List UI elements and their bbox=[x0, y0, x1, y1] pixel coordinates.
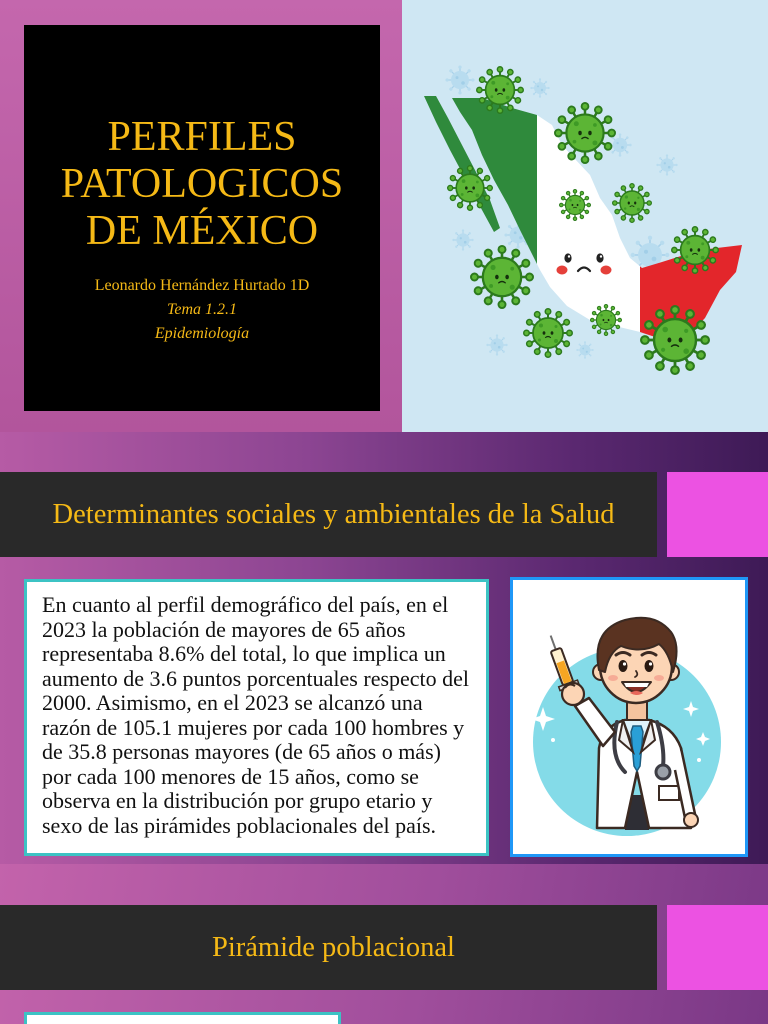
slide-3 bbox=[0, 864, 768, 1024]
subject-label: Epidemiología bbox=[154, 325, 250, 342]
mexico-virus-illustration bbox=[402, 0, 768, 432]
author-name: Leonardo Hernández Hurtado 1D bbox=[94, 277, 310, 294]
body-line: de 35.8 personas mayores (de 65 años o más) bbox=[42, 739, 441, 764]
virus-icon bbox=[524, 309, 573, 358]
body-line: representaba 8.6% del total, lo que implica un bbox=[42, 641, 446, 666]
accent-square bbox=[667, 905, 768, 990]
virus-icon bbox=[445, 65, 474, 94]
body-line: observa en la distribución por grupo etario y bbox=[42, 788, 433, 813]
virus-icon bbox=[486, 334, 507, 355]
body-line: por cada 100 menores de 15 años, como se bbox=[42, 763, 419, 789]
slide-1 bbox=[0, 0, 768, 432]
section-heading: Determinantes sociales y ambientales de la Salud bbox=[0, 472, 657, 557]
virus-icon bbox=[576, 341, 593, 358]
virus-icon bbox=[452, 229, 473, 250]
byline bbox=[24, 274, 380, 346]
doctor-image-box bbox=[510, 577, 748, 857]
body-line: 2023 la población de mayores de 65 años bbox=[42, 616, 406, 642]
doctor-hand bbox=[562, 683, 584, 705]
body-text-box bbox=[24, 579, 489, 856]
accent-square bbox=[667, 472, 768, 557]
body-line: 2000. Asimismo, en el 2023 se alcanzó una bbox=[42, 690, 423, 715]
title-card bbox=[24, 25, 380, 411]
topic-label: Tema 1.2.1 bbox=[166, 301, 238, 318]
section-heading: Pirámide poblacional bbox=[0, 905, 657, 990]
content-box bbox=[24, 1012, 341, 1024]
virus-icon bbox=[656, 154, 677, 175]
doctor-icon bbox=[513, 580, 745, 854]
illustration-panel bbox=[402, 0, 768, 432]
slide-2 bbox=[0, 432, 768, 864]
virus-icon bbox=[530, 78, 549, 97]
title-line: PATOLOGICOS bbox=[60, 161, 344, 207]
body-line: En cuanto al perfil demográfico del país, en el bbox=[42, 592, 449, 617]
virus-icon bbox=[471, 246, 533, 308]
body-line: sexo de las pirámides poblacionales del país. bbox=[42, 812, 437, 838]
mexico-map-icon bbox=[402, 0, 768, 432]
body-line: aumento de 3.6 puntos porcentuales respecto del bbox=[42, 665, 470, 691]
title-line: DE MÉXICO bbox=[85, 208, 319, 254]
title-line: PERFILES bbox=[107, 114, 297, 160]
virus-icon bbox=[613, 184, 652, 223]
body-line: razón de 105.1 mujeres por cada 100 hombres y bbox=[42, 714, 465, 740]
presentation-title bbox=[24, 114, 380, 255]
